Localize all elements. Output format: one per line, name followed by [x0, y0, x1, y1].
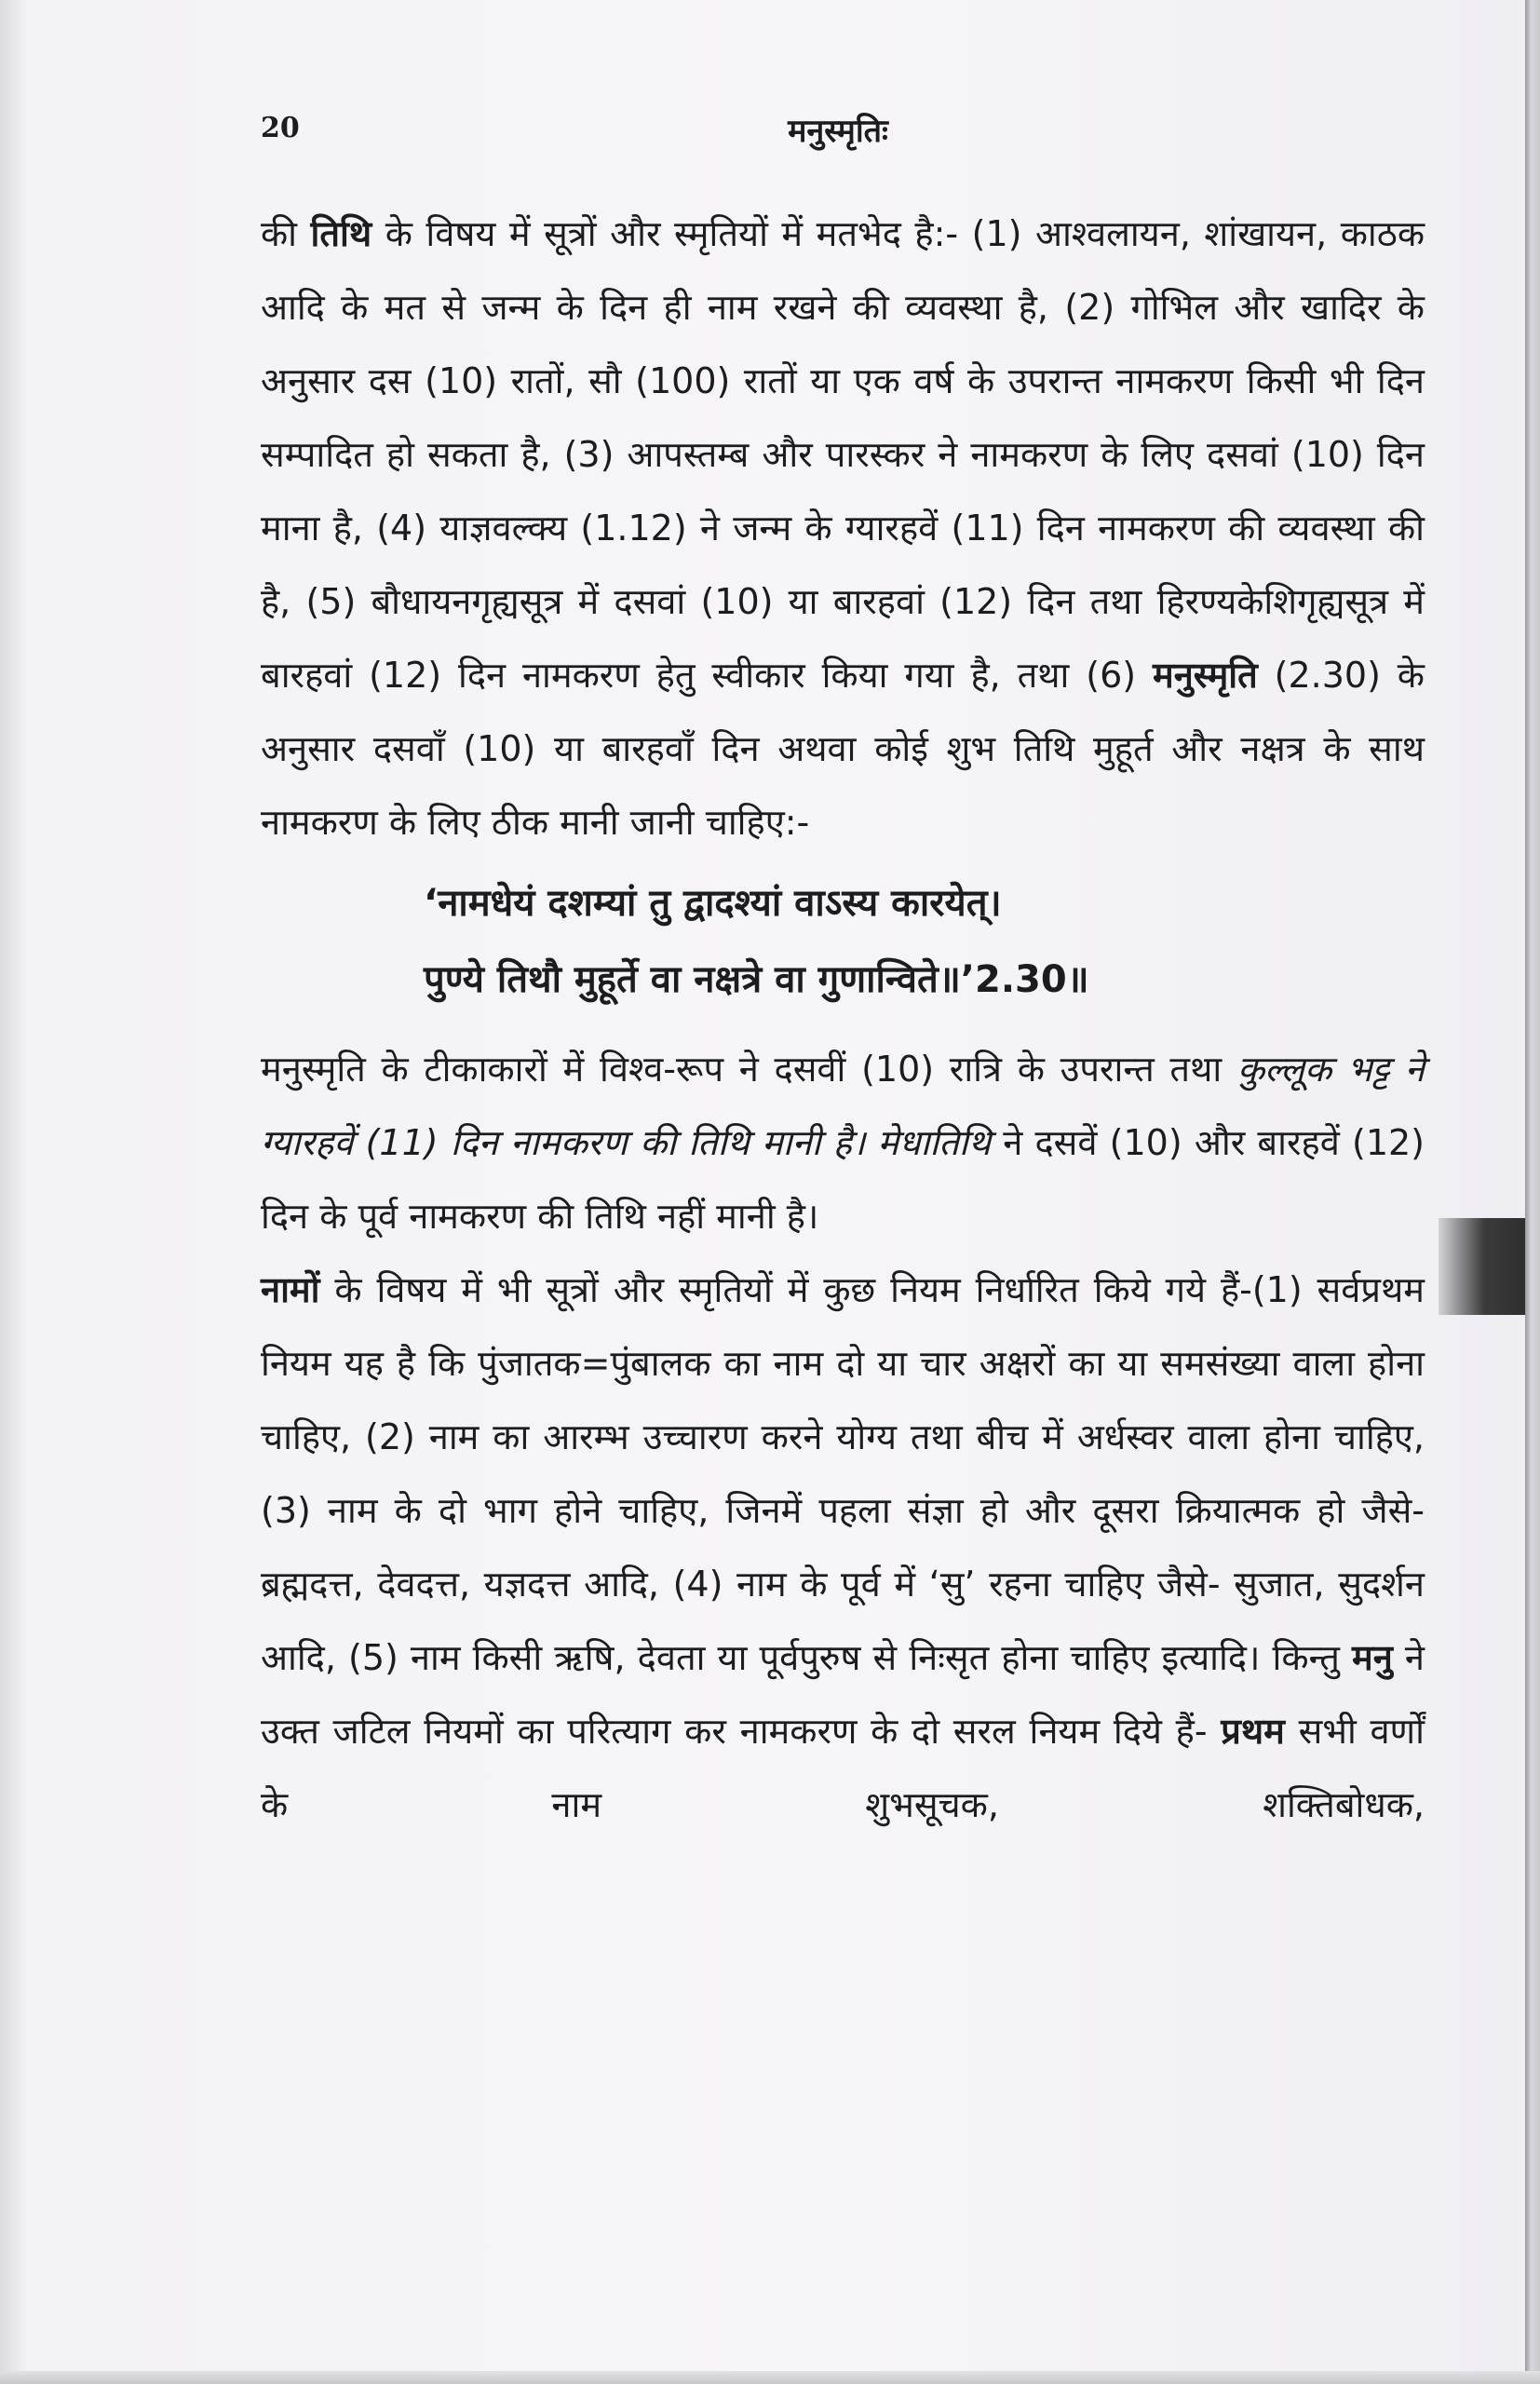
- text-run: ने दसवें (10) और बारहवें (12) दिन के पूर्व नामकरण की तिथि नहीं मानी है।: [261, 1122, 1425, 1237]
- paragraph-commentators: [261, 1033, 1425, 1253]
- verse-quote: [261, 865, 1425, 1018]
- verse-line-1: ‘नामधेयं दशम्यां तु द्वादश्यां वाऽस्य कारयेत्।: [424, 882, 1002, 925]
- italic-run: कुल्लूक भट्ट ने ग्यारहवें (11) दिन नामकरण की तिथि मानी है। मेधातिथि: [261, 1049, 1425, 1163]
- text-run: सभी वर्णों के नाम शुभसूचक, शक्तिबोधक,: [261, 1711, 1425, 1825]
- text-run: के विषय में सूत्रों और स्मृतियों में मतभेद है:- (1) आश्वलायन, शांखायन, काठक आदि के मत से जन्म के दिन ही नाम रखने की व्यवस्था है, (2) गोभिल और खादिर के अनुसार दस (10) रातों, सौ (100) रातों या एक वर्ष के उपरान्त नामकरण किसी भी दिन सम्पादित हो सकता है, (3) आपस्तम्ब और पारस्कर ने नामकरण के लिए दसवां (10) दिन माना है, (4) याज्ञवल्क्य (1.12) ने जन्म के ग्यारहवें (11) दिन नामकरण की व्यवस्था की है, (5) बौधायनगृह्यसूत्र में दसवां (10) या बारहवां (12) दिन तथा हिरण्यकेशिगृह्यसूत्र में बारहवां (12) दिन नामकरण हेतु स्वीकार किया गया है, तथा (6): [261, 213, 1425, 696]
- page-edge-right: [1525, 0, 1540, 2384]
- bold-term-pratham: प्रथम: [1221, 1711, 1285, 1752]
- text-run: के विषय में भी सूत्रों और स्मृतियों में कुछ नियम निर्धारित किये गये हैं-(1) सर्वप्रथम नियम यह है कि पुंजातक=पुंबालक का नाम दो या चार अक्षरों का या समसंख्या वाला होना चाहिए, (2) नाम का आरम्भ उच्चारण करने योग्य तथा बीच में अर्धस्वर वाला होना चाहिए, (3) नाम के दो भाग होने चाहिए, जिनमें पहला संज्ञा हो और दूसरा क्रियात्मक हो जैसे- ब्रह्मदत्त, देवदत्त, यज्ञदत्त आदि, (4) नाम के पूर्व में ‘सु’ रहना चाहिए जैसे- सुजात, सुदर्शन आदि, (5) नाम किसी ऋषि, देवता या पूर्वपुरुष से निःसृत होना चाहिए इत्यादि। किन्तु: [261, 1269, 1425, 1678]
- verse-line-2: पुण्ये तिथौ मुहूर्ते वा नक्षत्रे वा गुणान्विते॥’2.30॥: [424, 958, 1089, 1001]
- text-run: (2.30) के अनुसार दसवाँ (10) या बारहवाँ दिन अथवा कोई शुभ तिथि मुहूर्त और नक्षत्र के साथ नामकरण के लिए ठीक मानी जानी चाहिए:-: [261, 655, 1425, 843]
- page-edge-bottom: [0, 2371, 1540, 2384]
- bold-term-manu: मनु: [1352, 1637, 1393, 1678]
- text-run: ने उक्त जटिल नियमों का परित्याग कर नामकरण के दो सरल नियम दिये हैं-: [261, 1637, 1425, 1752]
- text-run: की: [261, 213, 311, 254]
- paragraph-names: [261, 1253, 1425, 1842]
- bold-term-naamon: नामों: [261, 1269, 320, 1310]
- bold-term-tithi: तिथि: [310, 213, 372, 254]
- running-title: मनुस्मृतिः: [788, 113, 888, 150]
- text-run: मनुस्मृति के टीकाकारों में विश्व-रूप ने दसवीं (10) रात्रि के उपरान्त तथा: [261, 1049, 1237, 1090]
- bold-term-manusmriti: मनुस्मृति: [1152, 655, 1258, 696]
- paragraph-tithi: [261, 197, 1425, 860]
- page-number: 20: [261, 112, 300, 144]
- body-text: [261, 197, 1425, 1842]
